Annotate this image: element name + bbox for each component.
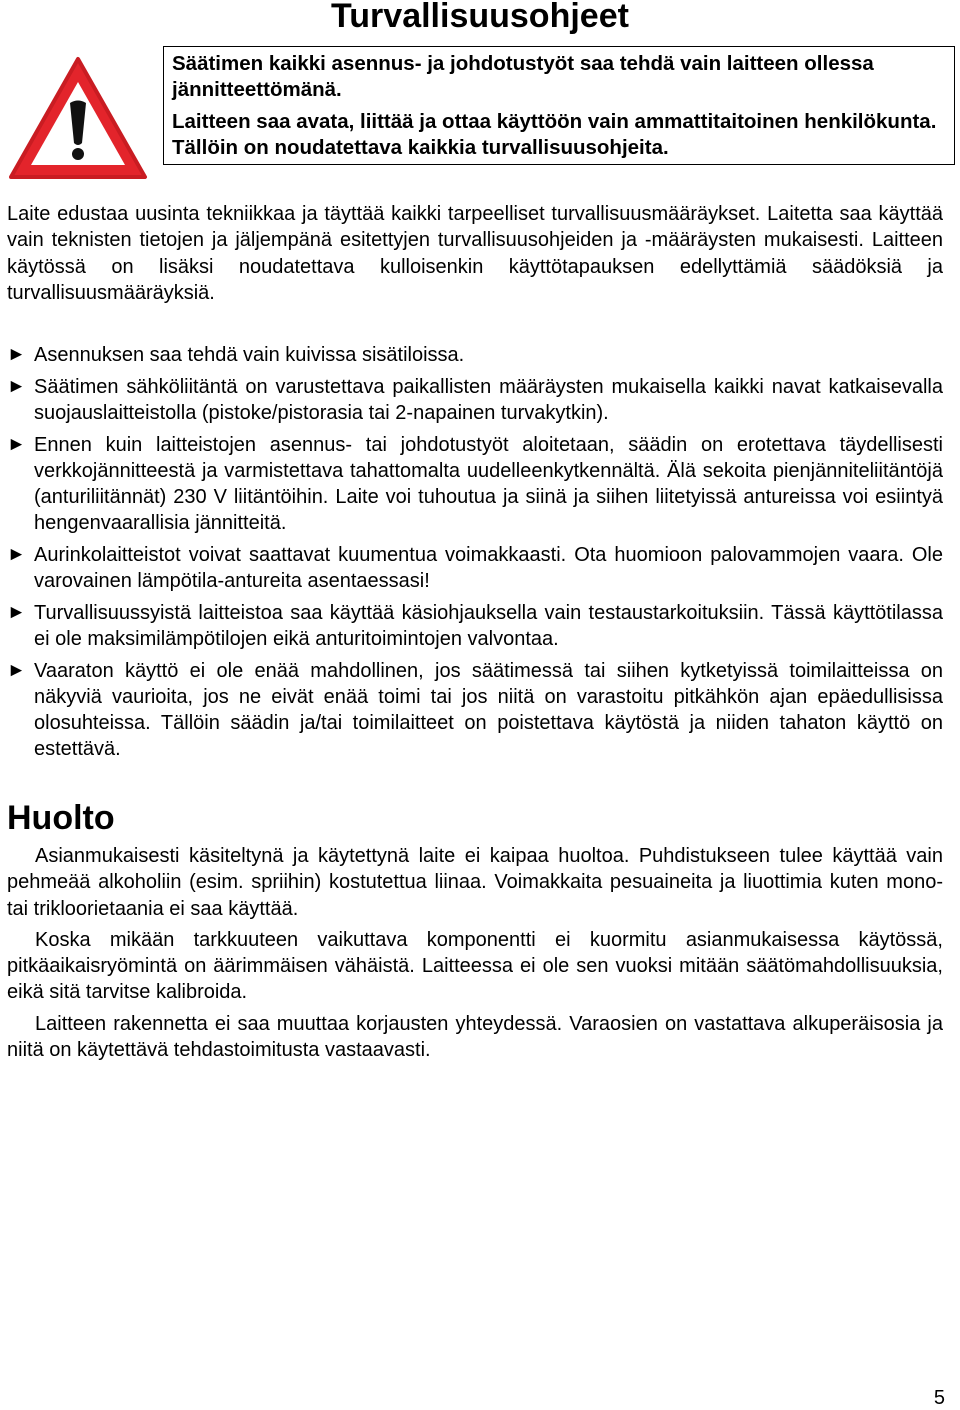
- bullet-text: Asennuksen saa tehdä vain kuivissa sisätiloissa.: [34, 344, 465, 366]
- warning-line-2: Laitteen saa avata, liittää ja ottaa käyttöön vain ammattitaitoinen henkilökunta. Tällöin on noudatettava kaikkia turvallisuusohjeita.: [172, 110, 937, 159]
- bullet-arrow-icon: ►: [7, 659, 26, 681]
- bullet-text: Vaaraton käyttö ei ole enää mahdollinen, jos säätimessä tai siihen kytketyissä toimilaitteissa on näkyviä vaurioita, jos ne eivät enää toimi tai jos niitä on varastoitu pitkähkön ajan epäedullisissa olosuhteissa. Tällöin säädin ja/tai toimilaitteet on poistettava käytöstä ja niiden tahaton käyttö on estettävä.: [34, 659, 943, 761]
- warning-line-1: Säätimen kaikki asennus- ja johdotustyöt saa tehdä vain laitteen ollessa jännitteettömänä.: [172, 52, 874, 101]
- safety-bullet: [7, 600, 943, 652]
- service-section-title: Huolto: [7, 799, 115, 837]
- bullet-text: Säätimen sähköliitäntä on varustettava paikallisten määräysten mukaisella kaikki navat katkaisevalla suojauslaitteistolla (pistoke/pistorasia tai 2-napainen turvakytkin).: [34, 375, 943, 424]
- page-number: 5: [933, 1387, 945, 1409]
- safety-bullet: [7, 658, 943, 763]
- service-section: [7, 843, 943, 1068]
- bullet-arrow-icon: ►: [7, 543, 26, 565]
- safety-bullet: [7, 342, 943, 368]
- bullet-arrow-icon: ►: [7, 375, 26, 397]
- service-paragraph: Koska mikään tarkkuuteen vaikuttava komponentti ei kuormitu asianmukaisessa käytössä, pitkäaikaisryömintä on äärimmäisen vähäistä. Laitteessa ei ole sen vuoksi mitään säätömahdollisuuksia, eikä sitä tarvitse kalibroida.: [7, 928, 943, 1004]
- intro-paragraph: Laite edustaa uusinta tekniikkaa ja täyttää kaikki tarpeelliset turvallisuusmääräykset. Laitetta saa käyttää vain teknisten tietojen ja jäljempänä esitettyjen turvallisuusohjeiden ja -määräysten mukaisesti. Laitteen käytössä on lisäksi noudatettava kulloisenkin käyttötapauksen edellyttämiä säädöksiä ja turvallisuusmääräyksiä.: [7, 203, 943, 304]
- bullet-text: Ennen kuin laitteistojen asennus- tai johdotustyöt aloitetaan, säädin on erotettava täydellisesti verkkojännitteestä ja varmistettava tahattomalta uudelleenkytkennältä. Älä sekoita pienjänniteliitäntöjä (anturiliitännät) 230 V liitäntöihin. Laite voi tuhoutua ja siinä ja siihen liitetyissä antureissa voi esiintyä hengenvaarallisia jännitteitä.: [34, 433, 943, 535]
- page-title: Turvallisuusohjeet: [331, 0, 629, 35]
- bullet-text: Turvallisuussyistä laitteistoa saa käyttää käsiohjauksella vain testaustarkoituksiin. Tässä käyttötilassa ei ole maksimilämpötilojen eikä anturitoimintojen valvontaa.: [34, 601, 943, 651]
- bullet-arrow-icon: ►: [7, 433, 26, 455]
- safety-bullet: [7, 374, 943, 426]
- bullet-arrow-icon: ►: [7, 344, 26, 365]
- warning-triangle-icon: [7, 55, 149, 183]
- bullet-arrow-icon: ►: [7, 601, 26, 623]
- safety-bullet: [7, 542, 943, 594]
- safety-bullet: [7, 432, 943, 537]
- warning-notice-box: [163, 46, 955, 165]
- service-paragraph: Asianmukaisesti käsiteltynä ja käytettynä laite ei kaipaa huoltoa. Puhdistukseen tulee käyttää vain pehmeää alkoholiin (esim. spriihin) kostutettua liinaa. Voimakkaita pesuaineita ja liuottimia kuten mono- tai trikloorietaania ei saa käyttää.: [7, 845, 943, 920]
- service-paragraph: Laitteen rakennetta ei saa muuttaa korjausten yhteydessä. Varaosien on vastattava alkuperäisosia ja niitä on käytettävä tehdastoimitusta vastaavasti.: [7, 1012, 943, 1062]
- bullet-text: Aurinkolaitteistot voivat saattavat kuumentua voimakkaasti. Ota huomioon palovammojen vaara. Ole varovainen lämpötila-antureita asentaessasi!: [34, 543, 943, 593]
- safety-bullet-list: [7, 342, 943, 768]
